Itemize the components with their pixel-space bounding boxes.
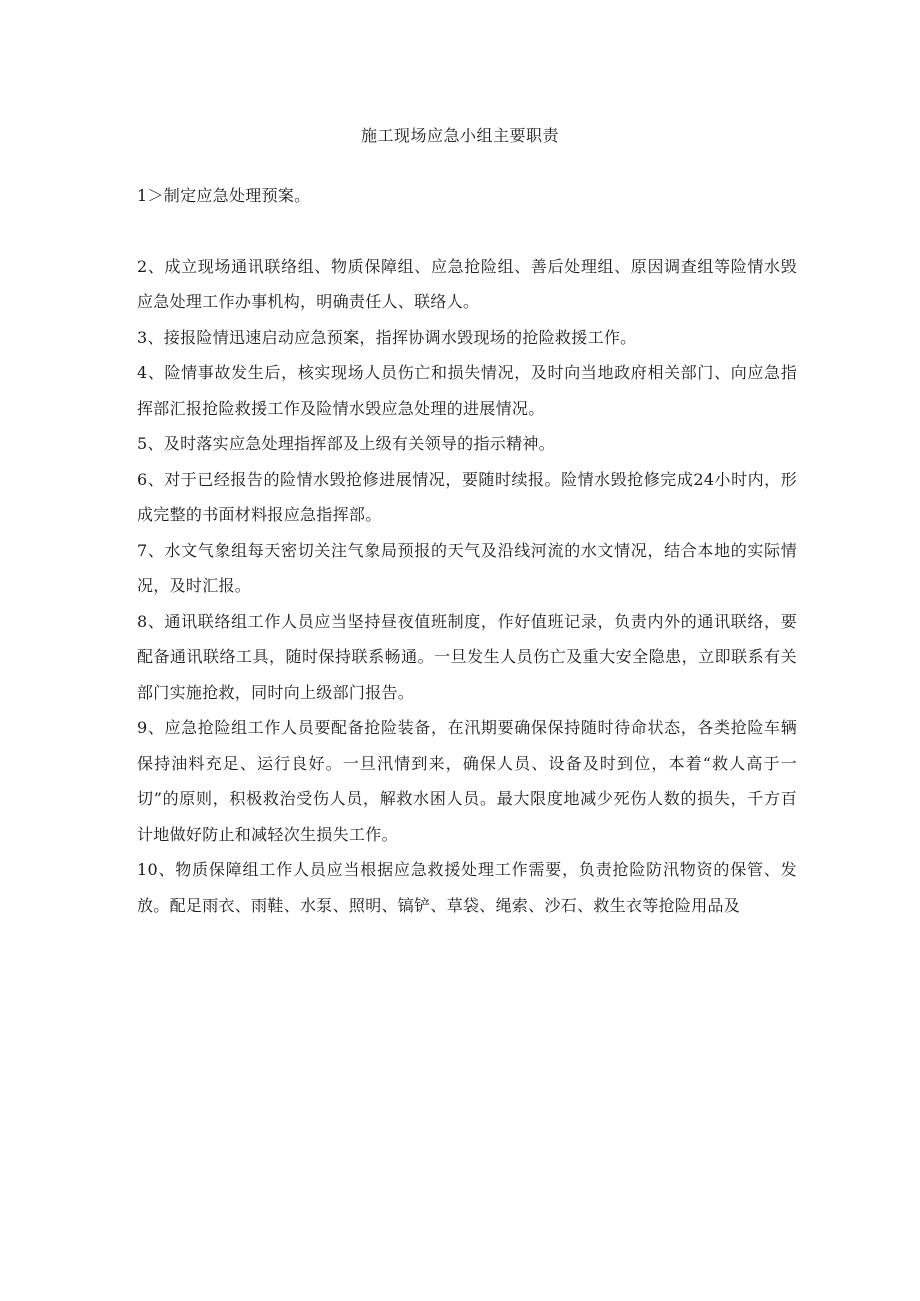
paragraph-2: 2、成立现场通讯联络组、物质保障组、应急抢险组、善后处理组、原因调查组等险情水毁应急处理工作办事机构，明确责任人、联络人。 xyxy=(137,256,797,311)
paragraph-10: 10、物质保障组工作人员应当根据应急救援处理工作需要，负责抢险防汛物资的保管、发放。配足雨衣、雨鞋、水泵、照明、镐铲、草袋、绳索、沙石、救生衣等抢险用品及 xyxy=(137,860,797,915)
document-title: 施工现场应急小组主要职责 xyxy=(360,126,559,145)
paragraph-3: 3、接报险情迅速启动应急预案，指挥协调水毁现场的抢险救援工作。 xyxy=(137,327,637,347)
document-body xyxy=(137,178,797,923)
paragraph-9: 9、应急抢险组工作人员要配备抢险装备，在汛期要确保保持随时待命状态，各类抢险车辆保持油料充足、运行良好。一旦汛情到来，确保人员、设备及时到位，本着“救人高于一切”的原则，积极救治受伤人员，解救水困人员。最大限度地减少死伤人数的损失，千方百计地做好防止和减轻次生损失工作。 xyxy=(137,718,797,844)
paragraph-6: 6、对于已经报告的险情水毁抢修进展情况，要随时续报。险情水毁抢修完成24小时内，形成完整的书面材料报应急指挥部。 xyxy=(137,469,797,524)
paragraph-5: 5、及时落实应急处理指挥部及上级有关领导的指示精神。 xyxy=(137,434,555,453)
paragraph-1: 1＞制定应急处理预案。 xyxy=(137,186,311,205)
paragraph-7: 7、水文气象组每天密切关注气象局预报的天气及沿线河流的水文情况，结合本地的实际情况，及时汇报。 xyxy=(137,540,797,595)
paragraph-8: 8、通讯联络组工作人员应当坚持昼夜值班制度，作好值班记录，负责内外的通讯联络，要配备通讯联络工具，随时保持联系畅通。一旦发生人员伤亡及重大安全隐患，立即联系有关部门实施抢救，同时向上级部门报告。 xyxy=(137,611,797,702)
paragraph-4: 4、险情事故发生后，核实现场人员伤亡和损失情况，及时向当地政府相关部门、向应急指挥部汇报抢险救援工作及险情水毁应急处理的进展情况。 xyxy=(137,363,797,418)
